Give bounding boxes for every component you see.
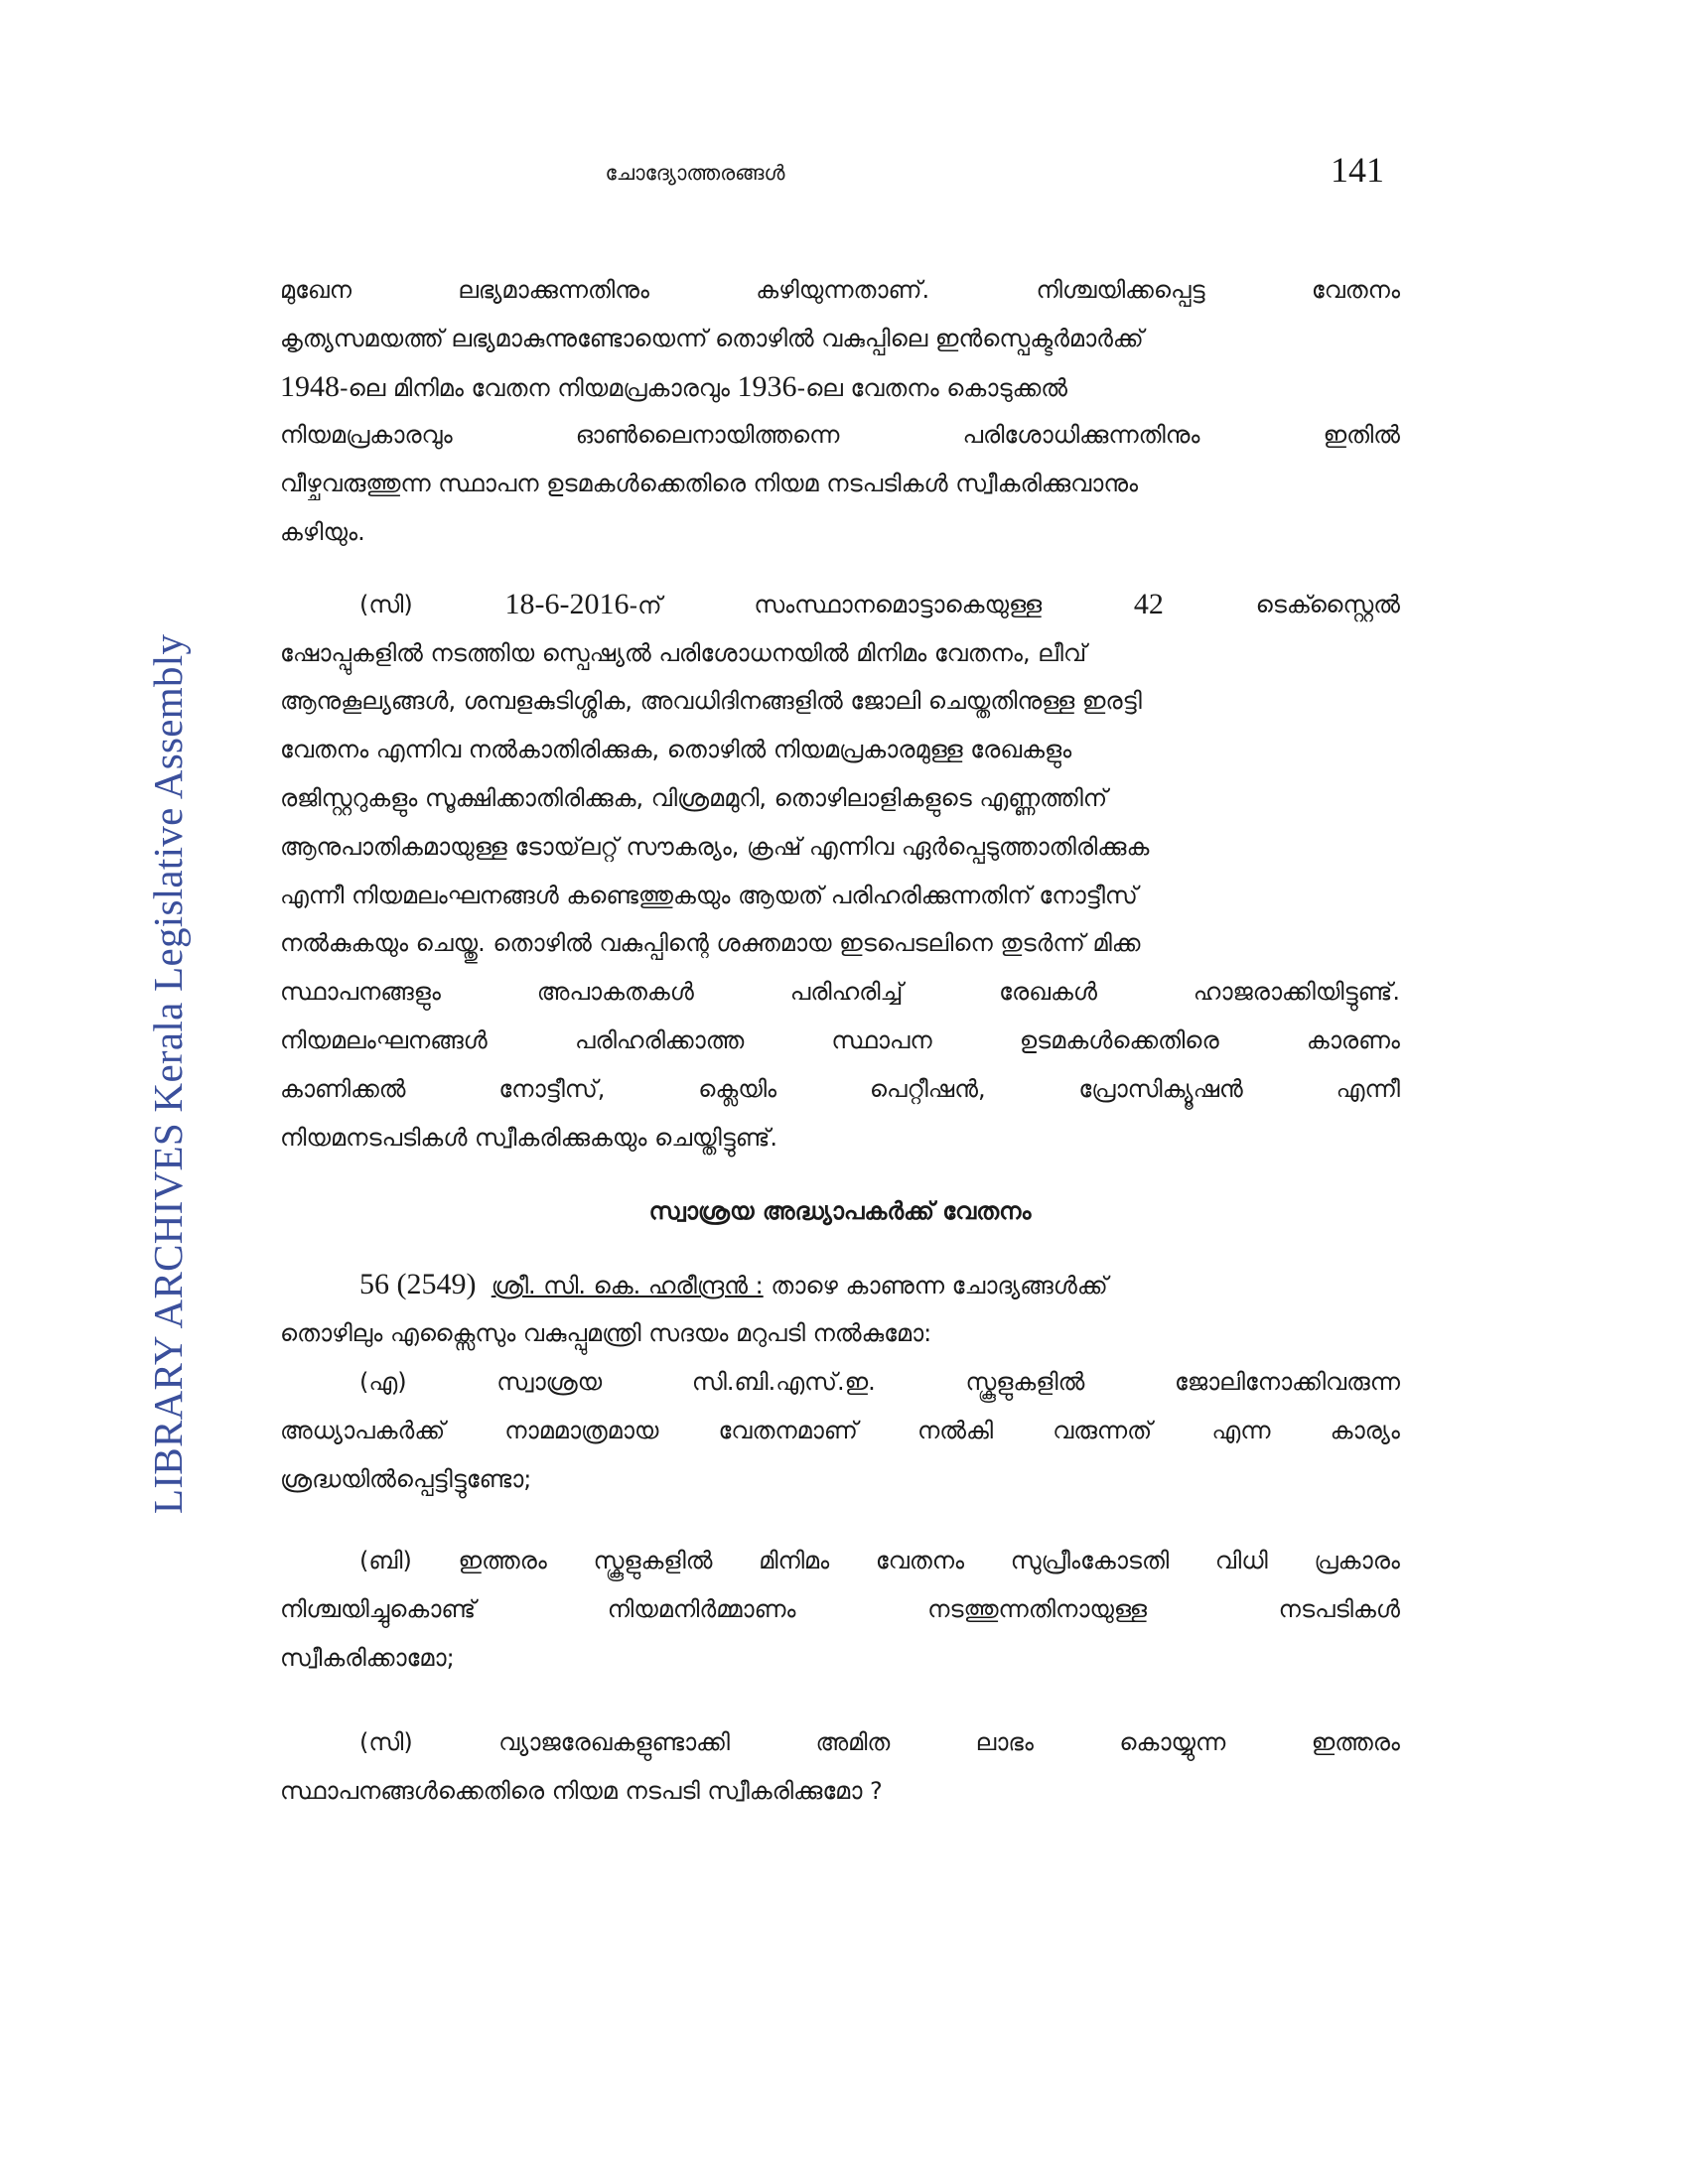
word: ഓൺലൈനായിത്തന്നെ xyxy=(575,421,840,450)
word: നിയമലംഘനങ്ങൾ xyxy=(280,1025,488,1054)
word: രേഖകൾ xyxy=(999,978,1097,1007)
word: സുപ്രീംകോടതി xyxy=(1010,1547,1170,1575)
word: നിയമനിർമ്മാണം xyxy=(607,1595,796,1624)
word: പരിഹരിക്കാത്ത xyxy=(574,1025,745,1054)
text-line: ആനുപാതികമായുള്ള ടോയ്‌ലറ്റ് സൗകര്യം, ക്രഷ് എന്നിവ ഏർപ്പെടുത്താതിരിക്കുക xyxy=(280,832,1150,861)
text-fragment: താഴെ കാണുന്ന ചോദ്യങ്ങൾക്ക് xyxy=(763,1272,1108,1300)
word: ടെക്സ്റ്റൈൽ xyxy=(1255,590,1400,618)
word: വ്യാജരേഖകളുണ്ടാക്കി xyxy=(498,1727,731,1756)
word: വേതനമാണ് xyxy=(718,1416,858,1444)
word: കഴിയുന്നതാണ്. xyxy=(756,276,930,304)
text-line xyxy=(280,411,1400,460)
word: നാമമാത്രമായ xyxy=(504,1416,659,1444)
word: നടപടികൾ xyxy=(1278,1595,1400,1624)
text-line: വേതനം എന്നിവ നൽകാതിരിക്കുക, തൊഴിൽ നിയമപ്രകാരമുള്ള രേഖകളും xyxy=(280,736,1072,764)
text-line xyxy=(280,1585,1400,1634)
member-name: ശ്രീ. സി. കെ. ഹരീന്ദ്രൻ : xyxy=(491,1272,764,1300)
word: ജോലിനോക്കിവരുന്ന xyxy=(1175,1367,1400,1396)
word: സ്കൂളുകളിൽ xyxy=(593,1547,713,1575)
text-line: തൊഴിലും എക്സൈസും വകുപ്പുമന്ത്രി സദയം മറുപടി നൽകുമോ: xyxy=(280,1319,932,1348)
text-line: നിയമനടപടികൾ സ്വീകരിക്കുകയും ചെയ്തിട്ടുണ്ട്. xyxy=(280,1123,778,1152)
text-fragment: -ലെ വേതനം കൊടുക്കൽ xyxy=(796,373,1067,402)
word: കാരണം xyxy=(1306,1025,1400,1054)
text-line xyxy=(280,581,1400,629)
year: 1936 xyxy=(737,369,797,403)
date xyxy=(505,581,662,629)
word: സ്കൂളുകളിൽ xyxy=(965,1367,1085,1396)
section-heading: സ്വാശ്രയ അദ്ധ്യാപകർക്ക് വേതനം xyxy=(648,1197,1032,1226)
page-number: 141 xyxy=(1331,150,1384,190)
word: സി.ബി.എസ്.ഇ. xyxy=(691,1367,876,1396)
text-line: ആനുകൂല്യങ്ങൾ, ശമ്പളകുടിശ്ശിക, അവധിദിനങ്ങളിൽ ജോലി ചെയ്തതിനുള്ള ഇരട്ടി xyxy=(280,687,1142,716)
text-line: കഴിയും. xyxy=(280,517,365,546)
archive-watermark: LIBRARY ARCHIVES Kerala Legislative Assembly xyxy=(145,633,191,1514)
word: പരിശോധിക്കുന്നതിനും xyxy=(962,421,1200,450)
text-line xyxy=(280,968,1400,1017)
word: ഇത്തരം xyxy=(1311,1727,1400,1756)
text-line xyxy=(280,1537,1400,1585)
word: പ്രകാരം xyxy=(1314,1547,1400,1575)
word: സ്വാശ്രയ xyxy=(496,1367,603,1396)
word: സ്ഥാപന xyxy=(831,1025,932,1054)
word: മിനിമം xyxy=(759,1547,830,1575)
text-line xyxy=(280,363,1400,412)
word: നൽകി xyxy=(916,1416,994,1444)
word: ഉടമകൾക്കെതിരെ xyxy=(1019,1025,1219,1054)
word: വേതനം xyxy=(1311,276,1400,304)
text-line: വീഴ്ചവരുത്തുന്ന സ്ഥാപന ഉടമകൾക്കെതിരെ നിയമ നടപടികൾ സ്വീകരിക്കുവാനും xyxy=(280,470,1139,498)
text-fragment: -ലെ മിനിമം വേതന നിയമപ്രകാരവും xyxy=(340,373,738,402)
text-line: ഷോപ്പുകളിൽ നടത്തിയ സ്പെഷ്യൽ പരിശോധനയിൽ മിനിമം വേതനം, ലീവ് xyxy=(280,638,1087,667)
text-line: രജിസ്റ്ററുകളും സൂക്ഷിക്കാതിരിക്കുക, വിശ്രമമുറി, തൊഴിലാളികളുടെ എണ്ണത്തിന് xyxy=(280,783,1108,812)
text-line xyxy=(280,1407,1400,1455)
text-line xyxy=(280,1718,1400,1767)
count: 42 xyxy=(1133,587,1164,620)
word: നിയമപ്രകാരവും xyxy=(280,421,453,450)
word: സംസ്ഥാനമൊട്ടാകെയുള്ള xyxy=(754,590,1043,618)
word: ഹാജരാക്കിയിട്ടുണ്ട്. xyxy=(1193,978,1400,1007)
answer-paragraph-b-continued xyxy=(280,266,1400,557)
word: മുഖേന xyxy=(280,276,352,304)
word: കാര്യം xyxy=(1330,1416,1400,1444)
text-line xyxy=(280,1065,1400,1114)
word: അപാകതകൾ xyxy=(536,978,694,1007)
word: പരിഹരിച്ച് xyxy=(789,978,904,1007)
item-label: (സി) xyxy=(359,590,413,618)
date-suffix: -ന് xyxy=(629,591,662,619)
word: ഇതിൽ xyxy=(1323,421,1400,450)
question-intro-line xyxy=(280,1261,1400,1309)
text-line: നൽകുകയും ചെയ്തു. തൊഴിൽ വകുപ്പിന്റെ ശക്തമായ ഇടപെടലിനെ തുടർന്ന് മിക്ക xyxy=(280,929,1141,958)
item-label: (സി) xyxy=(359,1727,413,1756)
word: സ്ഥാപനങ്ങളും xyxy=(280,978,441,1007)
word: കാണിക്കൽ xyxy=(280,1074,406,1103)
year: 1948 xyxy=(280,369,340,403)
word: ഇത്തരം xyxy=(458,1547,547,1575)
text-line xyxy=(280,1358,1400,1407)
text-line: സ്ഥാപനങ്ങൾക്കെതിരെ നിയമ നടപടി സ്വീകരിക്കുമോ ? xyxy=(280,1776,883,1805)
word: അധ്യാപകർക്ക് xyxy=(280,1416,446,1444)
word: ലഭ്യമാക്കുന്നതിനും xyxy=(458,276,649,304)
text-line: ശ്രദ്ധയിൽപ്പെട്ടിട്ടുണ്ടോ; xyxy=(280,1464,532,1493)
word: നടത്തുന്നതിനായുള്ള xyxy=(927,1595,1148,1624)
answer-paragraph-c xyxy=(280,581,1400,1162)
word: നിശ്ചയിച്ചുകൊണ്ട് xyxy=(280,1595,477,1624)
text-line: സ്വീകരിക്കാമോ; xyxy=(280,1643,455,1672)
word: പ്രോസിക്യൂഷൻ xyxy=(1078,1074,1243,1103)
word: കൊയ്യുന്ന xyxy=(1119,1727,1226,1756)
word: വിധി xyxy=(1214,1547,1268,1575)
running-title: ചോദ്യോത്തരങ്ങൾ xyxy=(605,161,785,185)
text-line xyxy=(280,1017,1400,1065)
text-line xyxy=(280,266,1400,315)
text-line: എന്നീ നിയമലംഘനങ്ങൾ കണ്ടെത്തുകയും ആയത് പരിഹരിക്കുന്നതിന് നോട്ടീസ് xyxy=(280,881,1138,909)
word: എന്നീ xyxy=(1336,1074,1400,1103)
text-line: കൃത്യസമയത്ത് ലഭ്യമാകുന്നുണ്ടോയെന്ന് തൊഴിൽ വകുപ്പിലെ ഇൻസ്പെക്ടർമാർക്ക് xyxy=(280,324,1144,352)
word: പെറ്റീഷൻ, xyxy=(869,1074,986,1103)
question-block xyxy=(280,1261,1400,1815)
question-number: 56 (2549) xyxy=(359,1268,477,1301)
item-label: (എ) xyxy=(359,1367,407,1396)
word: നോട്ടീസ്, xyxy=(498,1074,606,1103)
item-label: (ബി) xyxy=(359,1547,412,1575)
word: അമിത xyxy=(815,1727,891,1756)
word: ലാഭം xyxy=(975,1727,1034,1756)
word: എന്ന xyxy=(1211,1416,1271,1444)
word: ക്ലെയിം xyxy=(698,1074,777,1103)
word: നിശ്ചയിക്കപ്പെട്ട xyxy=(1036,276,1205,304)
word: വരുന്നത് xyxy=(1053,1416,1153,1444)
body-text xyxy=(280,266,1400,1815)
date-value: 18-6-2016 xyxy=(504,587,630,620)
word: വേതനം xyxy=(875,1547,965,1575)
